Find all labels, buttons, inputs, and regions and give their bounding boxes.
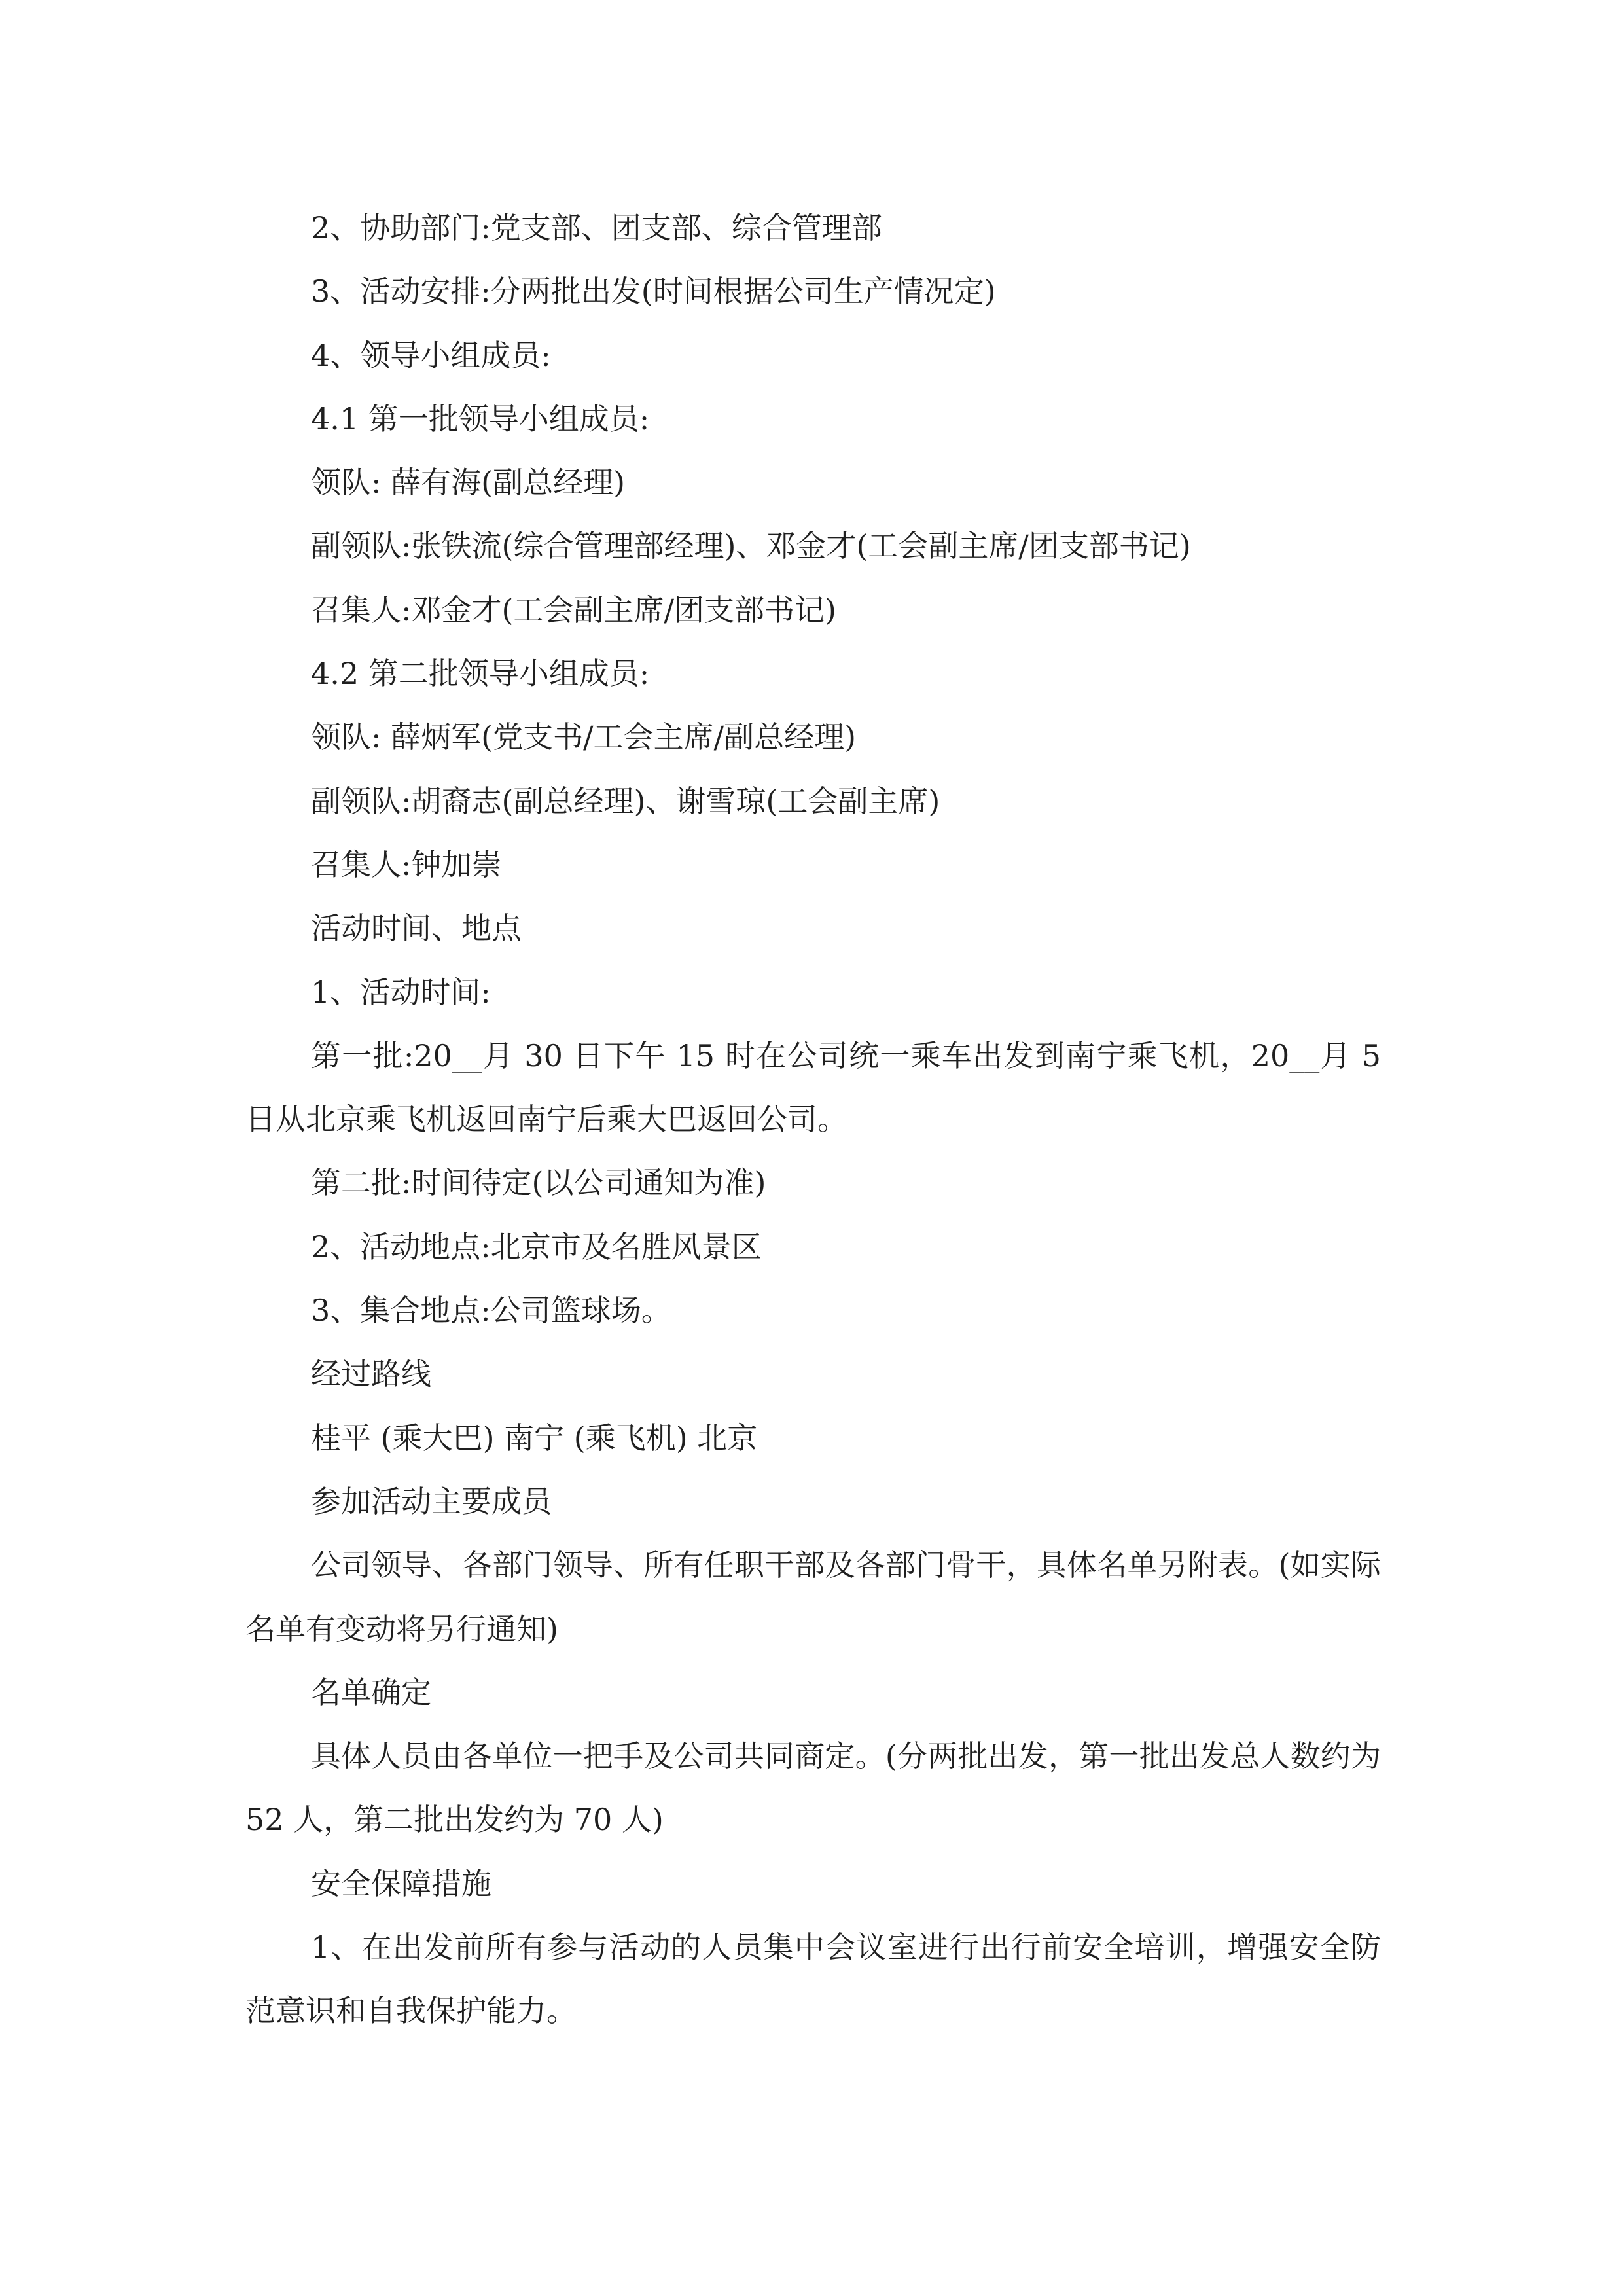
paragraph-participants: 公司领导、各部门领导、所有任职干部及各部门骨干，具体名单另附表。(如实际名单有变动将另行通知)	[245, 1547, 1381, 1647]
section-heading-time-place: 活动时间、地点	[311, 910, 522, 946]
section-heading-route: 经过路线	[311, 1356, 431, 1392]
paragraph-first-batch-deputy: 副领队:张铁流(综合管理部经理)、邓金才(工会副主席/团支部书记)	[311, 528, 1191, 564]
paragraph-first-batch-convener: 召集人:邓金才(工会副主席/团支部书记)	[311, 592, 836, 628]
paragraph-first-batch-leader: 领队: 薛有海(副总经理)	[311, 465, 626, 501]
paragraph-assembly-point: 3、集合地点:公司篮球场。	[311, 1293, 671, 1329]
paragraph-second-batch-schedule: 第二批:时间待定(以公司通知为准)	[311, 1165, 766, 1201]
paragraph-activity-location: 2、活动地点:北京市及名胜风景区	[311, 1229, 762, 1265]
section-heading-list-confirmation: 名单确定	[311, 1674, 431, 1710]
paragraph-second-batch-convener: 召集人:钟加崇	[311, 846, 502, 882]
paragraph-second-batch-leaders: 4.2 第二批领导小组成员:	[311, 656, 650, 692]
section-heading-participants: 参加活动主要成员	[311, 1483, 552, 1519]
paragraph-assist-departments: 2、协助部门:党支部、团支部、综合管理部	[311, 210, 882, 245]
paragraph-second-batch-leader: 领队: 薛炳军(党支书/工会主席/副总经理)	[311, 719, 857, 755]
paragraph-route: 桂平 (乘大巴) 南宁 (乘飞机) 北京	[311, 1420, 758, 1456]
section-heading-safety: 安全保障措施	[311, 1865, 491, 1901]
paragraph-first-batch-schedule: 第一批:20__月 30 日下午 15 时在公司统一乘车出发到南宁乘飞机，20__月 5 日从北京乘飞机返回南宁后乘大巴返回公司。	[245, 1037, 1381, 1138]
paragraph-leadership-group: 4、领导小组成员:	[311, 337, 551, 373]
paragraph-safety-training: 1、在出发前所有参与活动的人员集中会议室进行出行前安全培训，增强安全防范意识和自我保护能力。	[245, 1929, 1381, 2029]
paragraph-activity-arrangement: 3、活动安排:分两批出发(时间根据公司生产情况定)	[311, 274, 996, 310]
document-body	[245, 196, 1381, 2043]
paragraph-first-batch-leaders: 4.1 第一批领导小组成员:	[311, 401, 650, 437]
paragraph-activity-time: 1、活动时间:	[311, 974, 491, 1010]
paragraph-second-batch-deputy: 副领队:胡裔志(副总经理)、谢雪琼(工会副主席)	[311, 783, 940, 819]
paragraph-list-confirmation: 具体人员由各单位一把手及公司共同商定。(分两批出发，第一批出发总人数约为 52 人，第二批出发约为 70 人)	[245, 1738, 1381, 1838]
